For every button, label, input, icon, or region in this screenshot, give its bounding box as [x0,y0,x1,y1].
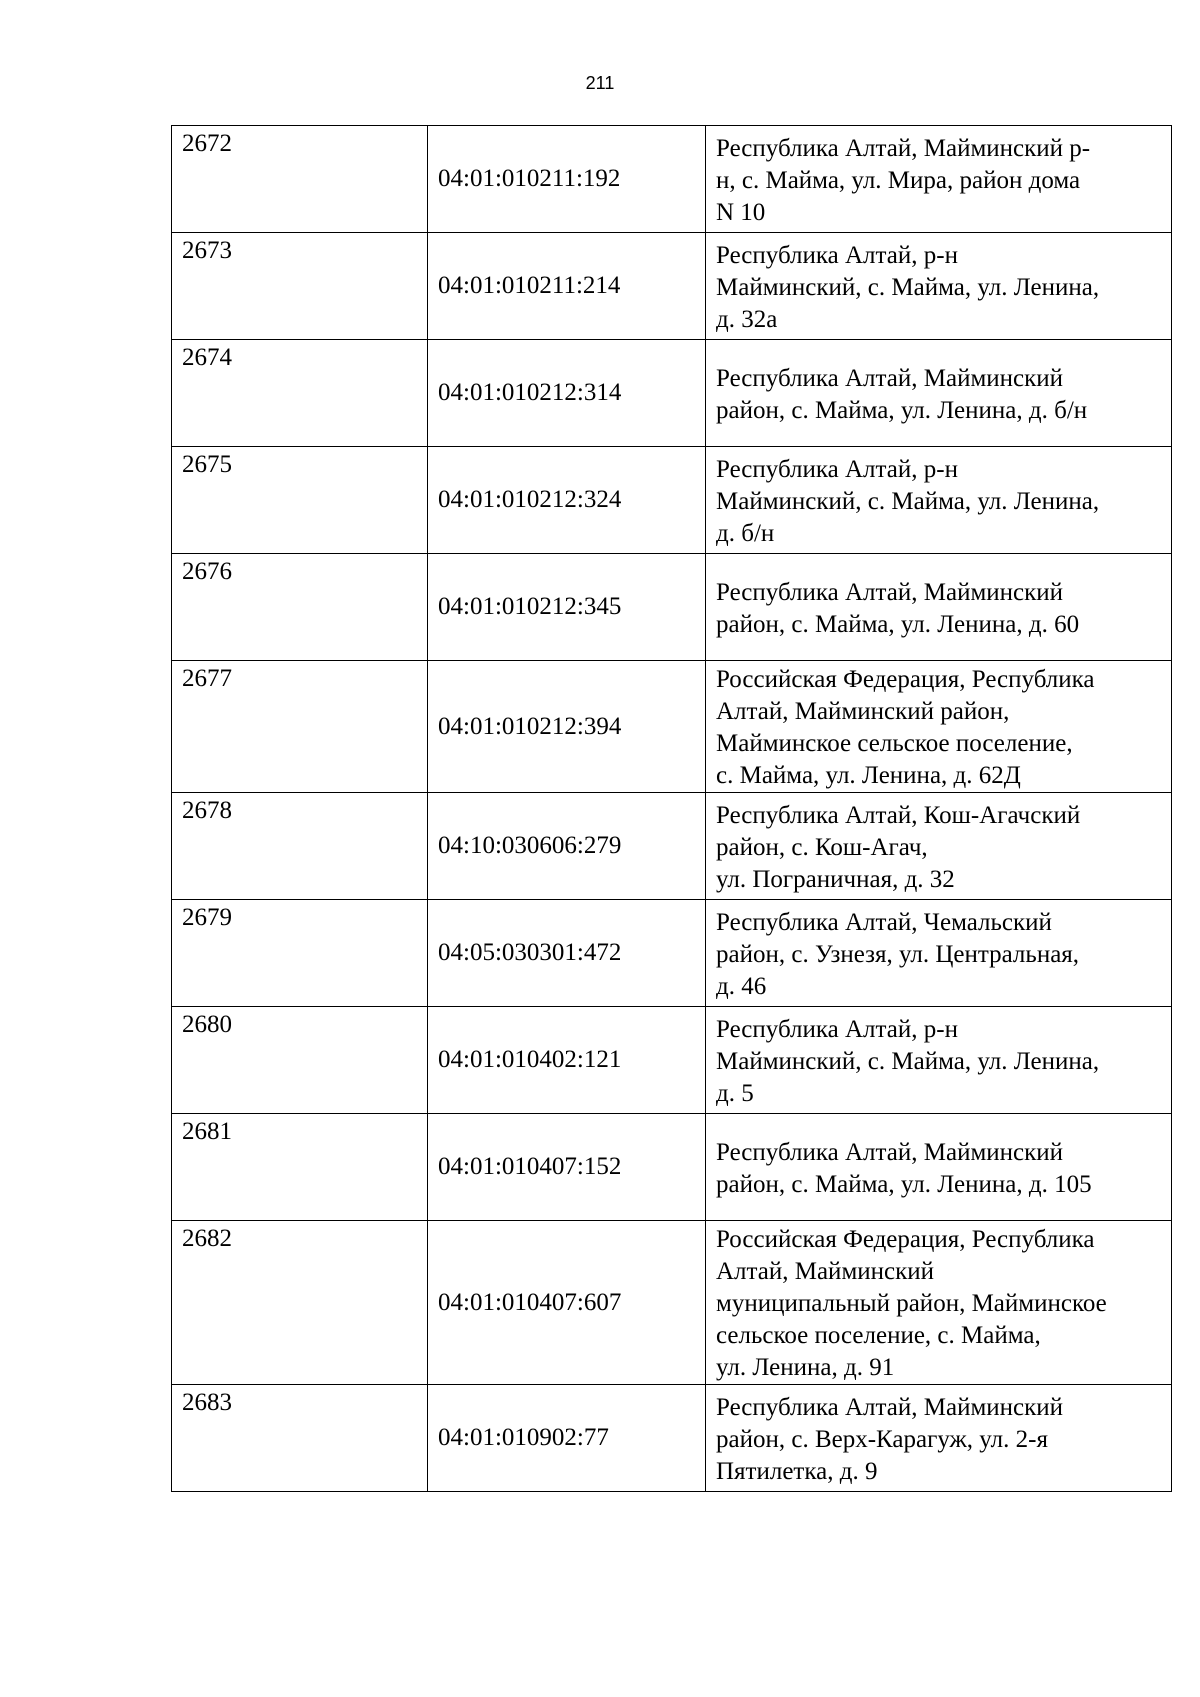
row-number: 2681 [172,1114,428,1221]
row-number: 2677 [172,661,428,793]
cadastral-number: 04:01:010212:394 [428,661,706,793]
table-row [172,793,1172,900]
address-text: Республика Алтай, Майминский р- н, с. Майма, ул. Мира, район дома N 10 [716,134,1091,226]
address-text: Республика Алтай, Майминский район, с. Верх-Карагуж, ул. 2-я Пятилетка, д. 9 [716,1393,1064,1485]
row-number: 2672 [172,126,428,233]
address-text: Республика Алтай, Кош-Агачский район, с. Кош-Агач, ул. Пограничная, д. 32 [716,801,1081,893]
row-number: 2678 [172,793,428,900]
address-text: Республика Алтай, Майминский район, с. Майма, ул. Ленина, д. б/н [716,364,1088,424]
row-number: 2680 [172,1007,428,1114]
cadastral-number: 04:01:010212:324 [428,447,706,554]
table-row [172,340,1172,447]
address-cell [706,554,1172,661]
table-row [172,554,1172,661]
cadastral-number: 04:01:010402:121 [428,1007,706,1114]
table-row [172,1385,1172,1492]
address-text: Республика Алтай, р-н Майминский, с. Майма, ул. Ленина, д. 32а [716,241,1100,333]
cadastral-number: 04:01:010407:607 [428,1221,706,1385]
address-cell [706,340,1172,447]
registry-table [171,125,1172,1492]
table-row [172,900,1172,1007]
row-number: 2683 [172,1385,428,1492]
address-text: Республика Алтай, р-н Майминский, с. Майма, ул. Ленина, д. б/н [716,455,1100,547]
row-number: 2679 [172,900,428,1007]
table-row [172,661,1172,793]
table-row [172,447,1172,554]
cadastral-number: 04:01:010902:77 [428,1385,706,1492]
address-cell [706,447,1172,554]
cadastral-number: 04:01:010212:345 [428,554,706,661]
address-cell [706,900,1172,1007]
cadastral-number: 04:01:010407:152 [428,1114,706,1221]
address-cell [706,233,1172,340]
address-text: Республика Алтай, р-н Майминский, с. Майма, ул. Ленина, д. 5 [716,1015,1100,1107]
address-text: Российская Федерация, Республика Алтай, Майминский муниципальный район, Майминское сельское поселение, с. Майма, ул. Ленина, д. 91 [716,1226,1107,1381]
cadastral-number: 04:01:010212:314 [428,340,706,447]
row-number: 2676 [172,554,428,661]
table-row [172,126,1172,233]
address-cell [706,1007,1172,1114]
address-text: Республика Алтай, Майминский район, с. Майма, ул. Ленина, д. 105 [716,1138,1092,1198]
table-row [172,1007,1172,1114]
address-cell [706,793,1172,900]
address-cell [706,1221,1172,1385]
row-number: 2682 [172,1221,428,1385]
table-row [172,233,1172,340]
address-cell [706,1385,1172,1492]
address-cell [706,1114,1172,1221]
table-row [172,1114,1172,1221]
cadastral-number: 04:01:010211:214 [428,233,706,340]
address-text: Республика Алтай, Майминский район, с. Майма, ул. Ленина, д. 60 [716,578,1080,638]
address-text: Республика Алтай, Чемальский район, с. Узнезя, ул. Центральная, д. 46 [716,908,1080,1000]
table-row [172,1221,1172,1385]
address-cell [706,126,1172,233]
cadastral-number: 04:10:030606:279 [428,793,706,900]
address-cell [706,661,1172,793]
address-text: Российская Федерация, Республика Алтай, Майминский район, Майминское сельское поселение, с. Майма, ул. Ленина, д. 62Д [716,666,1095,789]
cadastral-number: 04:01:010211:192 [428,126,706,233]
row-number: 2674 [172,340,428,447]
page-number: 211 [585,73,615,93]
row-number: 2675 [172,447,428,554]
row-number: 2673 [172,233,428,340]
cadastral-number: 04:05:030301:472 [428,900,706,1007]
